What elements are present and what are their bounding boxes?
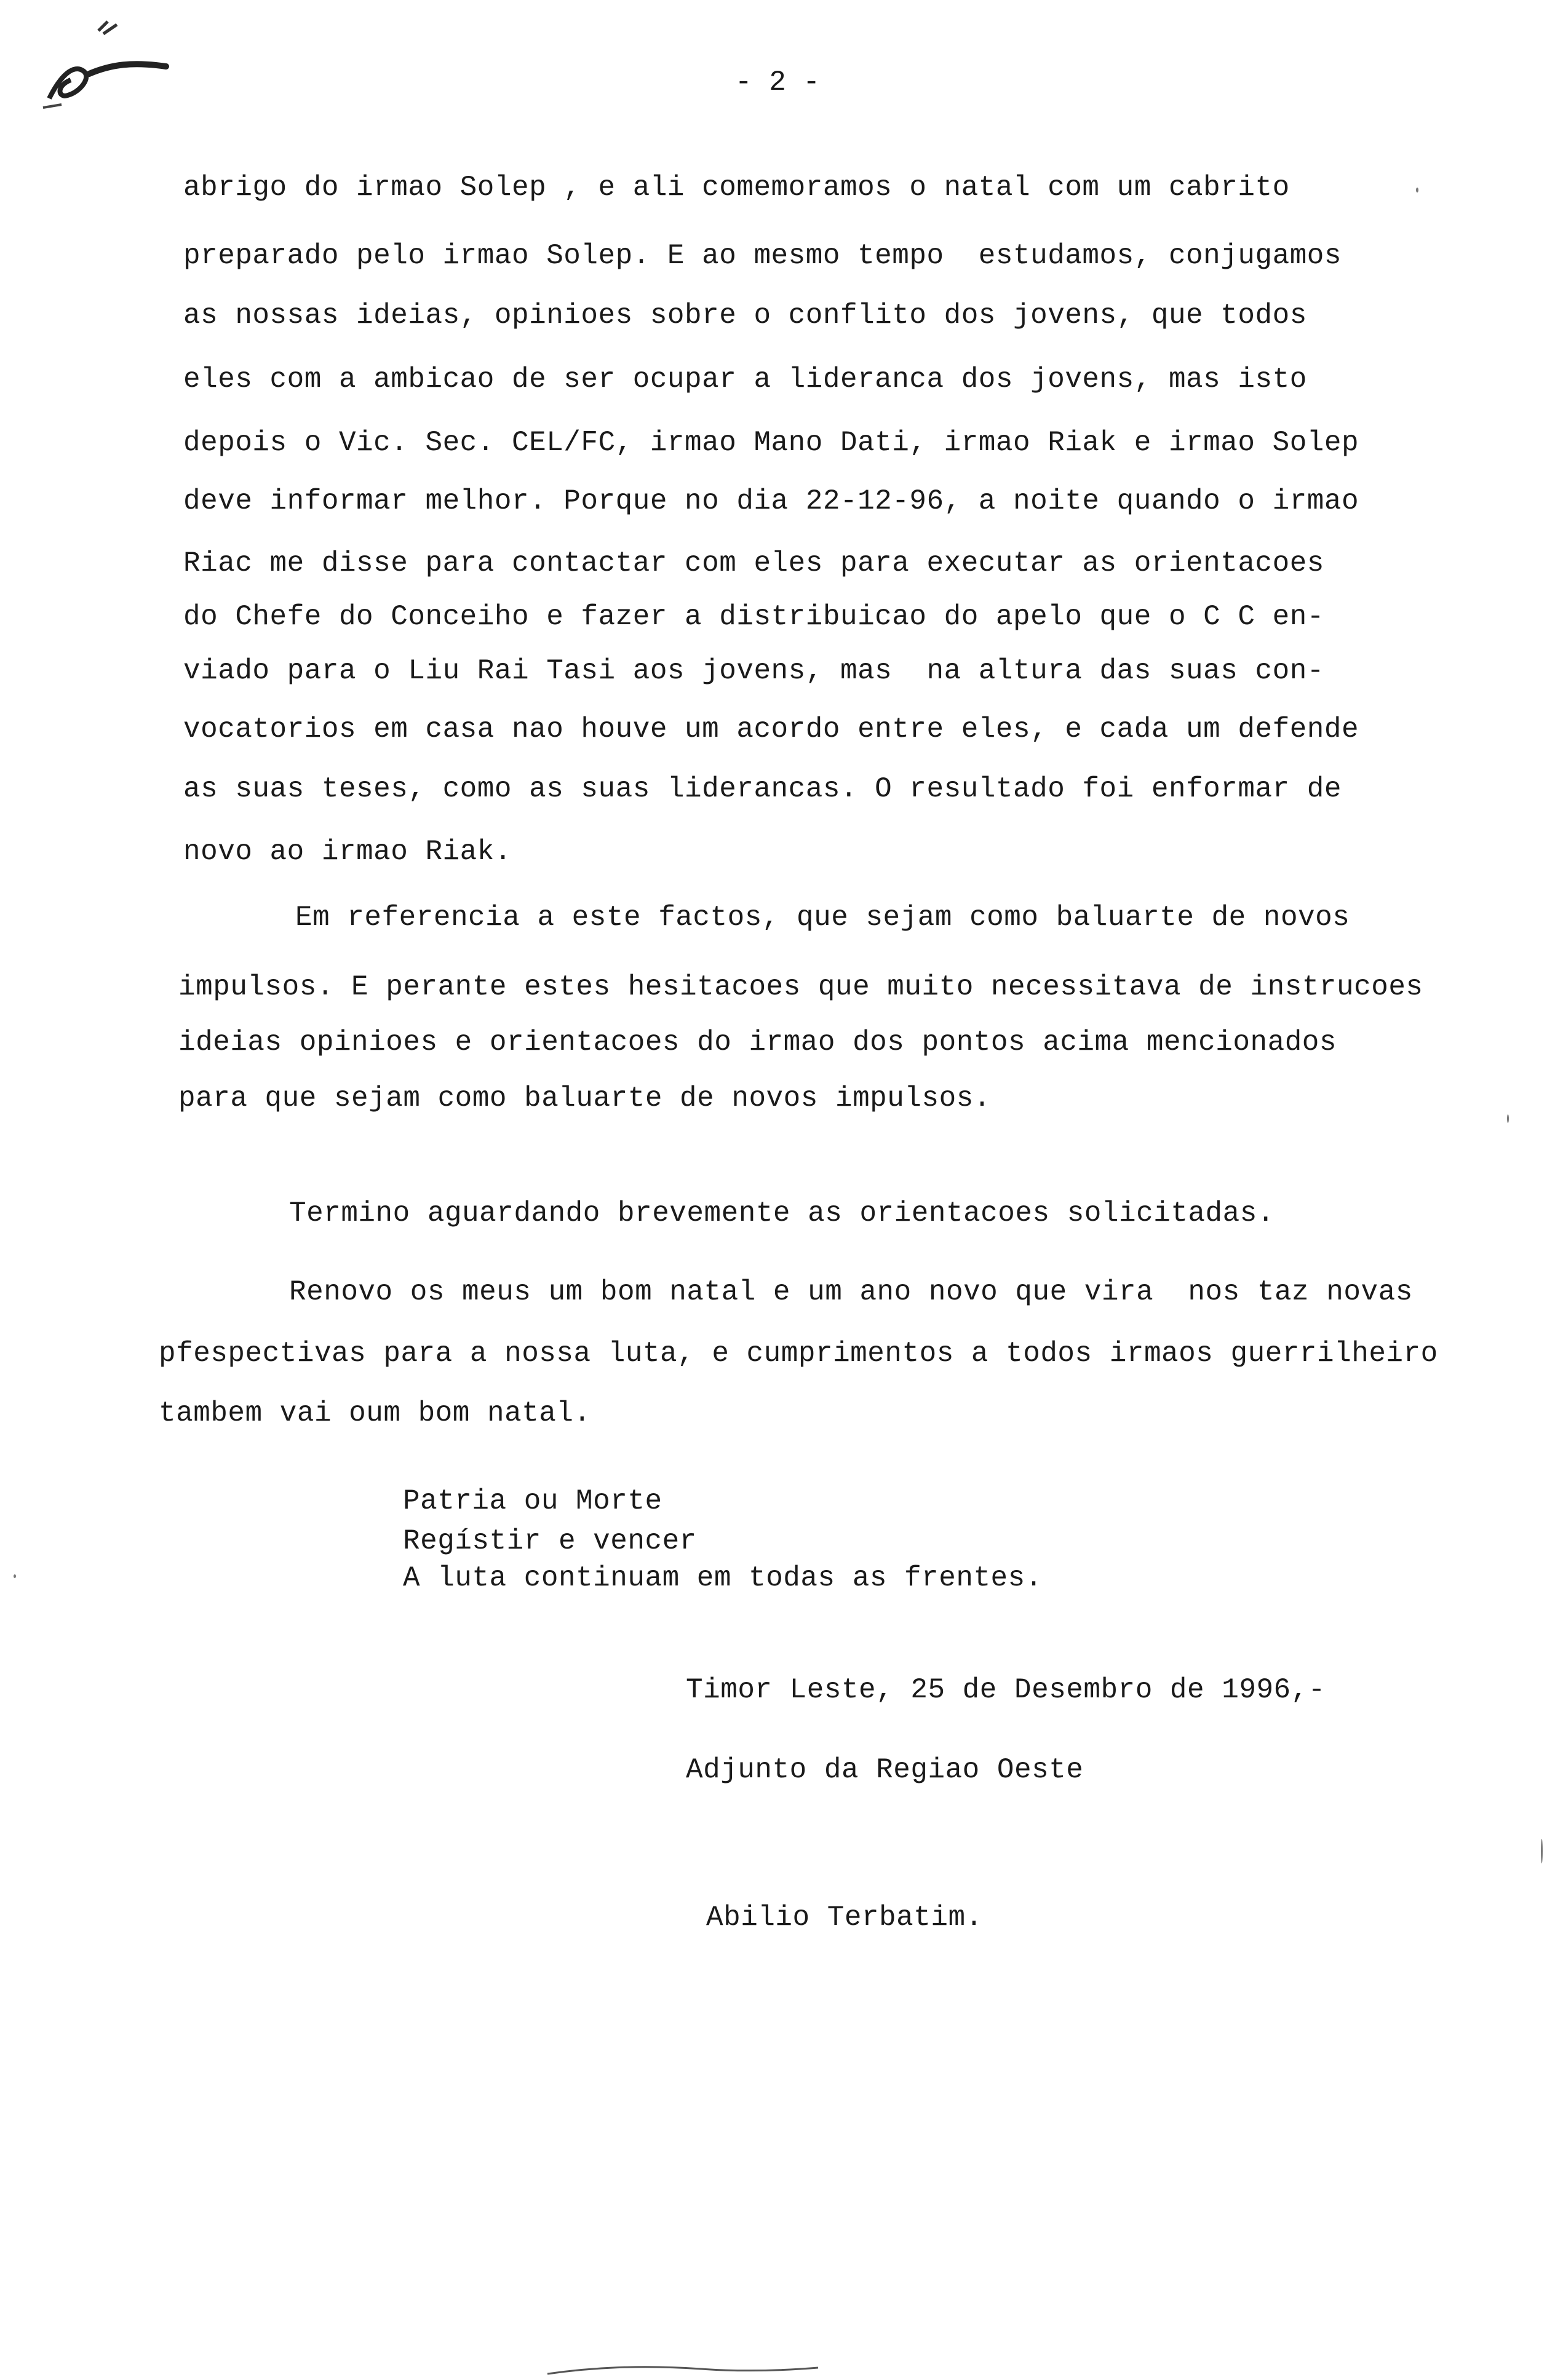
- text-line: novo ao irmao Riak.: [183, 836, 512, 868]
- text-line: as nossas ideias, opinioes sobre o conflito dos jovens, que todos: [183, 299, 1307, 331]
- text-line: preparado pelo irmao Solep. E ao mesmo tempo estudamos, conjugamos: [183, 240, 1342, 272]
- text-line: abrigo do irmao Solep , e ali comemoramos o natal com um cabrito: [183, 172, 1290, 204]
- scan-speck: [1507, 1114, 1509, 1123]
- page-number: - 2 -: [734, 66, 821, 98]
- text-line: eles com a ambicao de ser ocupar a lideranca dos jovens, mas isto: [183, 363, 1307, 395]
- place-date: Timor Leste, 25 de Desembro de 1996,-: [686, 1674, 1326, 1706]
- text-line: Em referencia a este factos, que sejam como baluarte de novos: [295, 902, 1350, 934]
- text-line: tambem vai oum bom natal.: [159, 1397, 591, 1429]
- text-line: Termino aguardando brevemente as orientacoes solicitadas.: [289, 1197, 1275, 1229]
- text-line: impulsos. E perante estes hesitacoes que muito necessitava de instrucoes: [178, 971, 1423, 1003]
- signatory-name: Abilio Terbatim.: [706, 1902, 983, 1934]
- scan-scratch-icon: [541, 2349, 824, 2380]
- text-line: ideias opinioes e orientacoes do irmao dos pontos acima mencionados: [178, 1026, 1337, 1058]
- text-line: deve informar melhor. Porque no dia 22-12-96, a noite quando o irmao: [183, 485, 1359, 517]
- text-line: depois o Vic. Sec. CEL/FC, irmao Mano Dati, irmao Riak e irmao Solep: [183, 427, 1359, 459]
- text-line: viado para o Liu Rai Tasi aos jovens, mas na altura das suas con-: [183, 655, 1324, 687]
- signatory-title: Adjunto da Regiao Oeste: [686, 1754, 1084, 1786]
- text-line: para que sejam como baluarte de novos impulsos.: [178, 1082, 991, 1114]
- text-line: Renovo os meus um bom natal e um ano novo que vira nos taz novas: [289, 1276, 1413, 1308]
- scan-speck: [1541, 1839, 1543, 1863]
- text-line: vocatorios em casa nao houve um acordo entre eles, e cada um defende: [183, 713, 1359, 745]
- text-line: as suas teses, como as suas liderancas. O resultado foi enformar de: [183, 773, 1342, 805]
- scan-speck: [14, 1574, 16, 1578]
- scan-speck: [1416, 188, 1418, 192]
- slogan-line: A luta continuam em todas as frentes.: [403, 1562, 1043, 1594]
- text-line: Riac me disse para contactar com eles para executar as orientacoes: [183, 547, 1324, 579]
- text-line: pfespectivas para a nossa luta, e cumprimentos a todos irmaos guerrilheiro: [159, 1338, 1438, 1370]
- text-line: do Chefe do Conceiho e fazer a distribuicao do apelo que o C C en-: [183, 601, 1324, 633]
- slogan-line: Patria ou Morte: [403, 1485, 662, 1517]
- slogan-line: Regístir e vencer: [403, 1525, 697, 1557]
- handwritten-mark-icon: [25, 6, 185, 117]
